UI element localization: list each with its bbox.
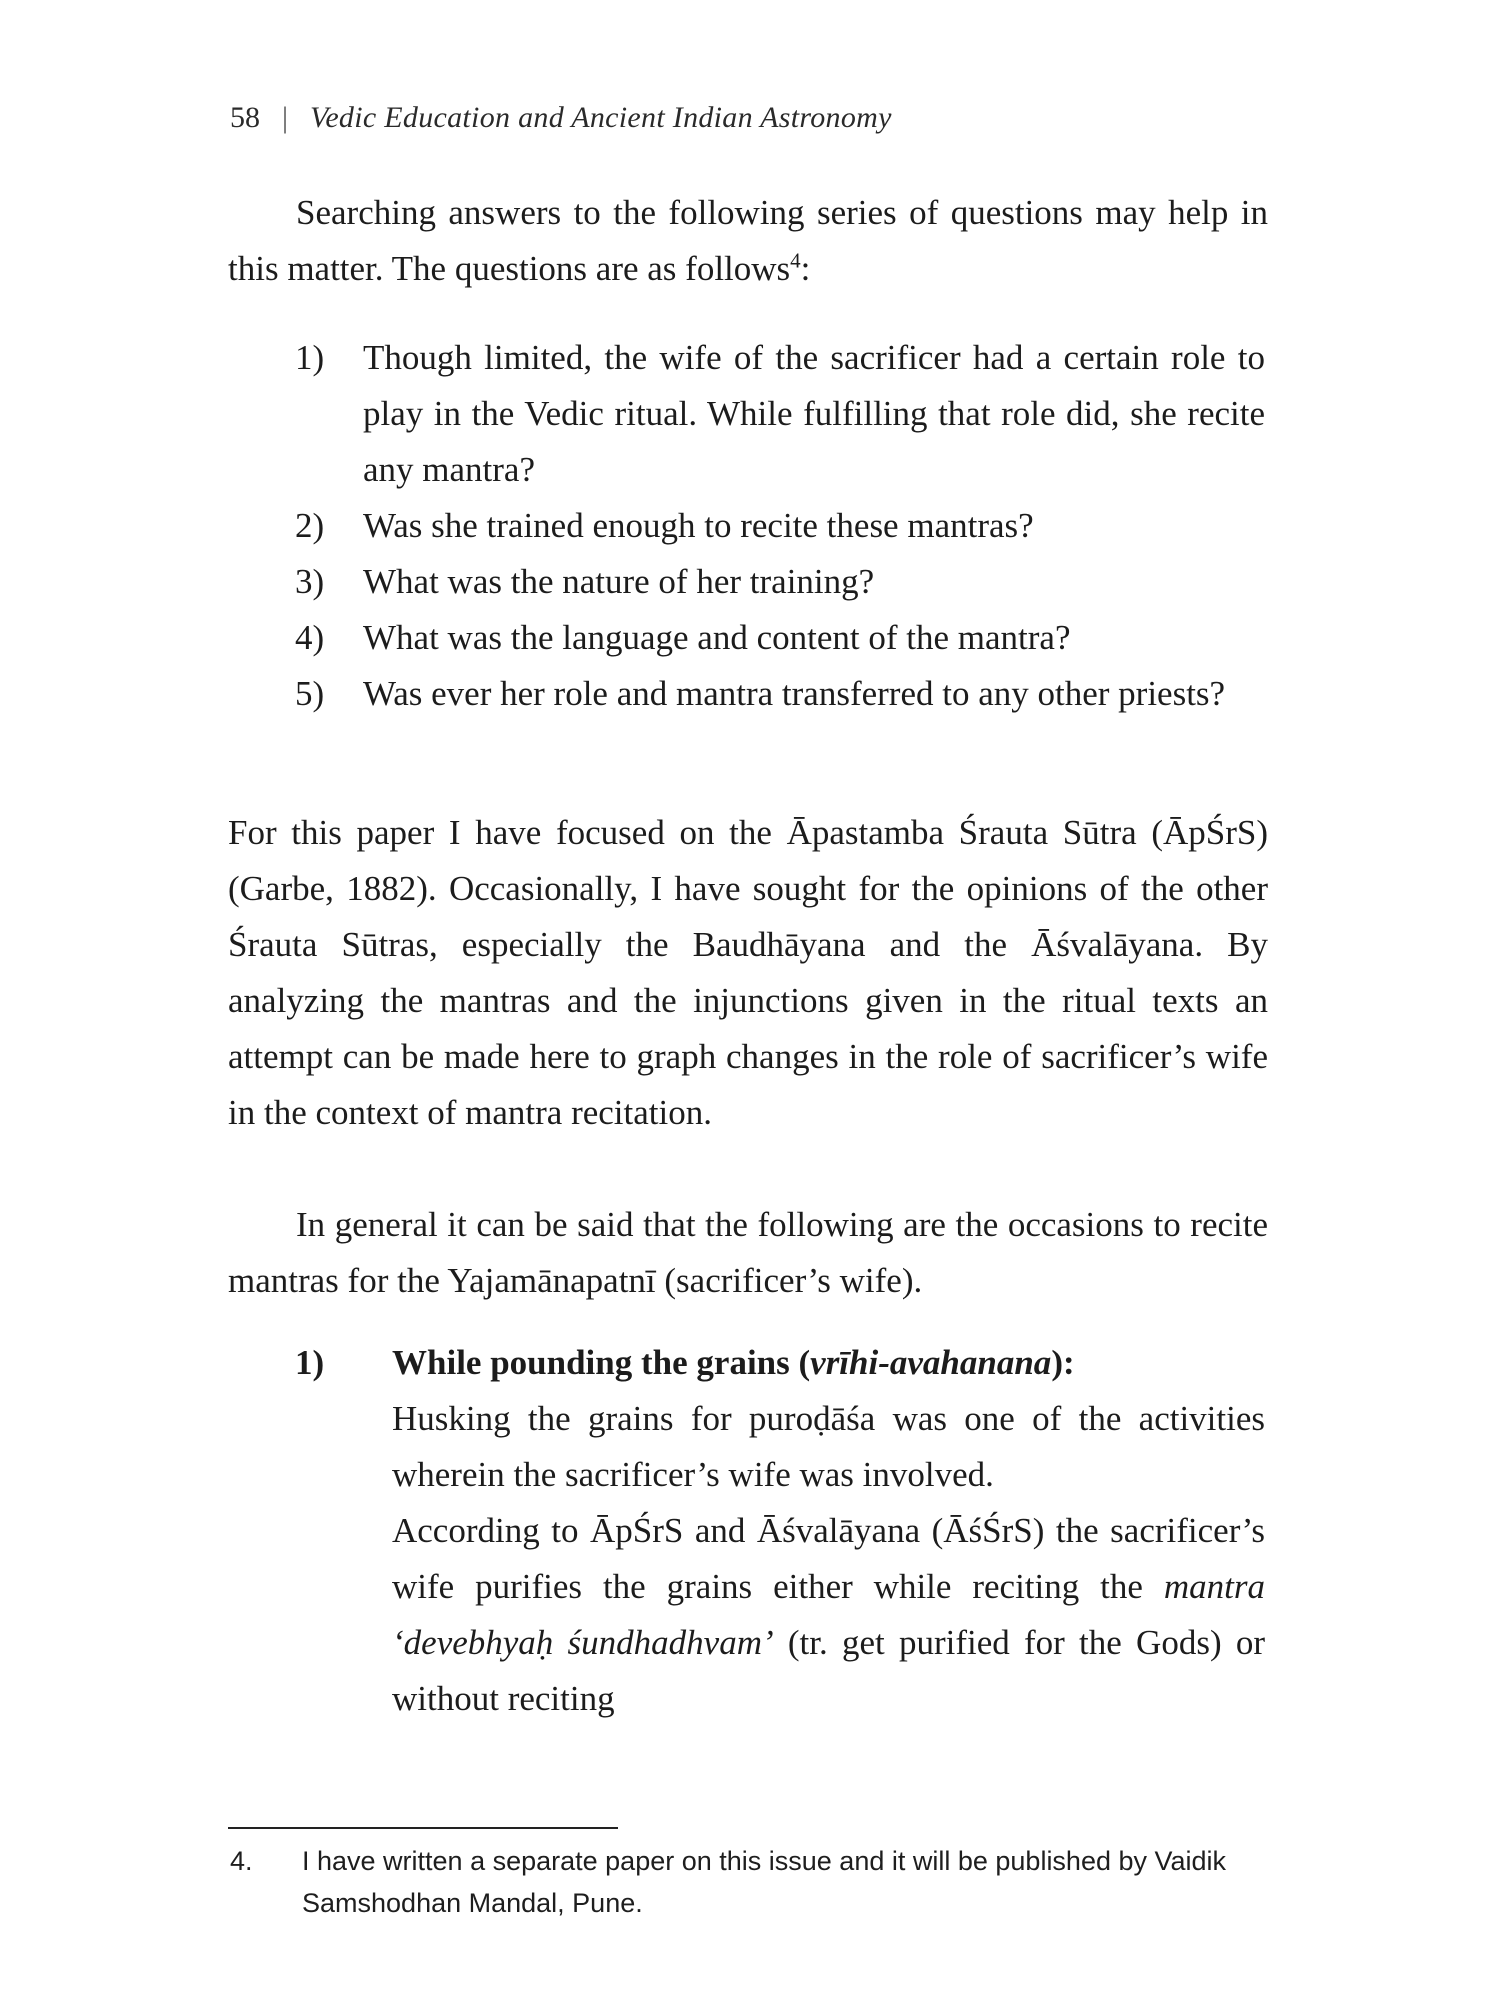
header-separator: |	[282, 101, 289, 134]
list-item-number: 5)	[295, 674, 325, 713]
list-item-number: 1)	[295, 338, 325, 377]
list-item	[295, 498, 1265, 554]
occasion-list	[295, 1335, 1265, 1727]
book-title: Vedic Education and Ancient Indian Astronomy	[310, 101, 892, 134]
list-item	[295, 330, 1265, 498]
general-paragraph	[228, 1197, 1268, 1309]
question-list	[295, 330, 1265, 722]
occasion-item	[295, 1335, 1265, 1727]
intro-text: Searching answers to the following series of questions may help in this matter. The questions are as follows	[228, 193, 1268, 288]
list-item-text: Was ever her role and mantra transferred to any other priests?	[363, 674, 1226, 713]
list-item	[295, 610, 1265, 666]
footnote	[230, 1840, 1270, 1924]
occasion-heading-pre: While pounding the grains (	[392, 1343, 811, 1382]
list-item-number: 2)	[295, 506, 325, 545]
list-item	[295, 554, 1265, 610]
occasion-body-2-pre: According to ĀpŚrS and Āśvalāyana (ĀśŚrS) the sacrificer’s wife purifies the grains either while reciting the	[392, 1511, 1265, 1606]
footnote-rule	[228, 1827, 618, 1829]
list-item	[295, 666, 1265, 722]
list-item-text: What was the language and content of the mantra?	[363, 618, 1071, 657]
intro-paragraph	[228, 185, 1268, 297]
occasion-body-2-post: (tr. get purified for the Gods) or without reciting	[392, 1623, 1265, 1718]
list-item-text: Though limited, the wife of the sacrificer had a certain role to play in the Vedic ritual. While fulfilling that role did, she recite any mantra?	[363, 338, 1265, 489]
running-header	[230, 98, 892, 138]
list-item-number: 3)	[295, 562, 325, 601]
list-item-text: What was the nature of her training?	[363, 562, 875, 601]
page-number: 58	[230, 101, 260, 134]
mantra-word: mantra	[1163, 1567, 1265, 1606]
footnote-number: 4.	[230, 1846, 253, 1876]
occasion-heading-term: vrīhi-avahanana	[810, 1343, 1052, 1382]
mantra-quote: ‘devebhyaḥ śundhadhvam’	[392, 1623, 774, 1662]
occasion-body-1: Husking the grains for puroḍāśa was one of the activities wherein the sacrificer’s wife was involved.	[392, 1399, 1265, 1494]
intro-end: :	[800, 249, 811, 288]
occasion-body-2	[392, 1503, 1265, 1727]
occasion-heading	[392, 1335, 1265, 1391]
body-paragraph-text: For this paper I have focused on the Āpastamba Śrauta Sūtra (ĀpŚrS) (Garbe, 1882). Occasionally, I have sought for the opinions of the other Śrauta Sūtras, especially the Baudhāyana and the Āśvalāyana. By analyzing the mantras and the injunctions given in the ritual texts an attempt can be made here to graph changes in the role of sacrificer’s wife in the context of mantra recitation.	[228, 813, 1268, 1132]
footnote-text: I have written a separate paper on this issue and it will be published by Vaidik Samshodhan Mandal, Pune.	[302, 1846, 1227, 1918]
footnote-reference[interactable]: 4	[790, 248, 801, 273]
list-item-number: 4)	[295, 618, 325, 657]
general-paragraph-text: In general it can be said that the following are the occasions to recite mantras for the Yajamānapatnī (sacrificer’s wife).	[228, 1205, 1268, 1300]
occasion-number: 1)	[295, 1343, 325, 1382]
list-item-text: Was she trained enough to recite these mantras?	[363, 506, 1034, 545]
body-paragraph	[228, 805, 1268, 1141]
occasion-heading-post: ):	[1051, 1343, 1075, 1382]
